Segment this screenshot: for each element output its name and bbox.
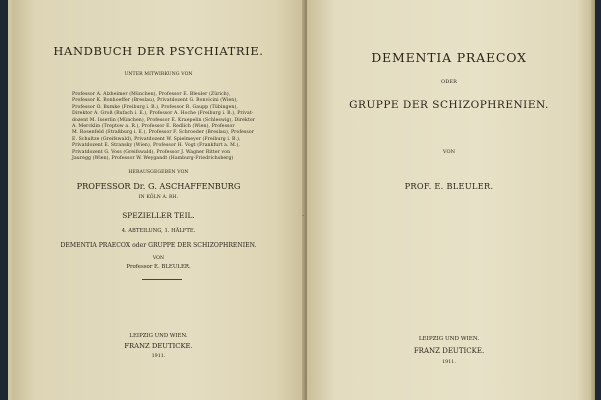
subtitle: GRUPPE DER SCHIZOPHRENIEN.	[349, 99, 549, 111]
contributor-line: M. Rosenfeld (Straßburg i. E.), Professor F. Schroeder (Breslau), Professor	[72, 130, 255, 136]
publisher-place: LEIPZIG UND WIEN.	[418, 336, 480, 342]
with-collaboration-line: UNTER MITWIRKUNG VON	[124, 72, 193, 77]
editor-place: IN KÖLN A. RH.	[138, 195, 179, 200]
contributor-line: dozent M. Isserlin (München), Professor E. Kraepelin (Schleswig), Direktor	[72, 117, 255, 123]
contributor-line: A. Mercklin (Treptow a. R.), Professor E. Redlich (Wien), Professor	[72, 124, 235, 130]
part-heading: SPEZIELLER TEIL.	[122, 211, 195, 220]
page-edge	[591, 0, 595, 400]
contributor-line: Professor A. Alzheimer (München), Professor E. Bleuler (Zürich),	[72, 92, 231, 97]
divider	[142, 279, 182, 280]
handbook-title: HANDBUCH DER PSYCHIATRIE.	[53, 44, 264, 58]
contributors-list	[72, 92, 290, 162]
contributor-line: Professor K. Bonhoeffer (Breslau), Privatdozent G. Bonvicini (Wien),	[72, 98, 238, 104]
publication-year: 1911.	[151, 354, 166, 359]
or-line: ODER	[441, 79, 457, 85]
publication-year: 1911.	[442, 360, 456, 365]
contributor-line: Jauregg (Wien), Professor W. Weygandt (Hamburg-Friedrichsberg)	[72, 156, 234, 162]
contributor-line: Privatdozent G. Voss (Greifswald), Professor J. Wagner Ritter von	[72, 149, 231, 155]
publisher-place: LEIPZIG UND WIEN.	[129, 333, 188, 339]
open-book	[8, 0, 595, 400]
editor-line: HERAUSGEGEBEN VON	[128, 170, 189, 175]
work-title: DEMENTIA PRAECOX oder GRUPPE DER SCHIZOPHRENIEN.	[60, 242, 257, 249]
contributor-line: E. Schultze (Greifswald), Privatdozent W. Spielmeyer (Freiburg i. B.),	[72, 136, 241, 142]
contributor-line: Direktor A. Groß (Rufach i. E.), Professor A. Hoche (Freiburg i. B.), Privat-	[72, 111, 254, 117]
author-line: Professor E. BLEULER.	[126, 264, 191, 270]
editor-name: PROFESSOR Dr. G. ASCHAFFENBURG	[76, 181, 241, 191]
by-line: VON	[152, 256, 165, 261]
section-heading: 4. ABTEILUNG, 1. HÄLFTE.	[121, 228, 196, 234]
right-page	[307, 0, 591, 400]
by-line: VON	[442, 149, 456, 155]
gutter-mark: ·	[302, 212, 305, 220]
contributor-line: Professor O. Bumke (Freiburg i. B.), Professor R. Gaupp (Tübingen),	[72, 104, 238, 110]
left-page	[12, 0, 305, 400]
author-name: PROF. E. BLEULER.	[404, 181, 494, 191]
contributor-line: Privatdozent E. Stransky (Wien), Professor H. Vogt (Frankfurt a. M.),	[72, 143, 240, 149]
main-title: DEMENTIA PRAECOX	[371, 50, 527, 65]
publisher-name: FRANZ DEUTICKE.	[413, 347, 485, 355]
publisher-name: FRANZ DEUTICKE.	[124, 342, 193, 350]
